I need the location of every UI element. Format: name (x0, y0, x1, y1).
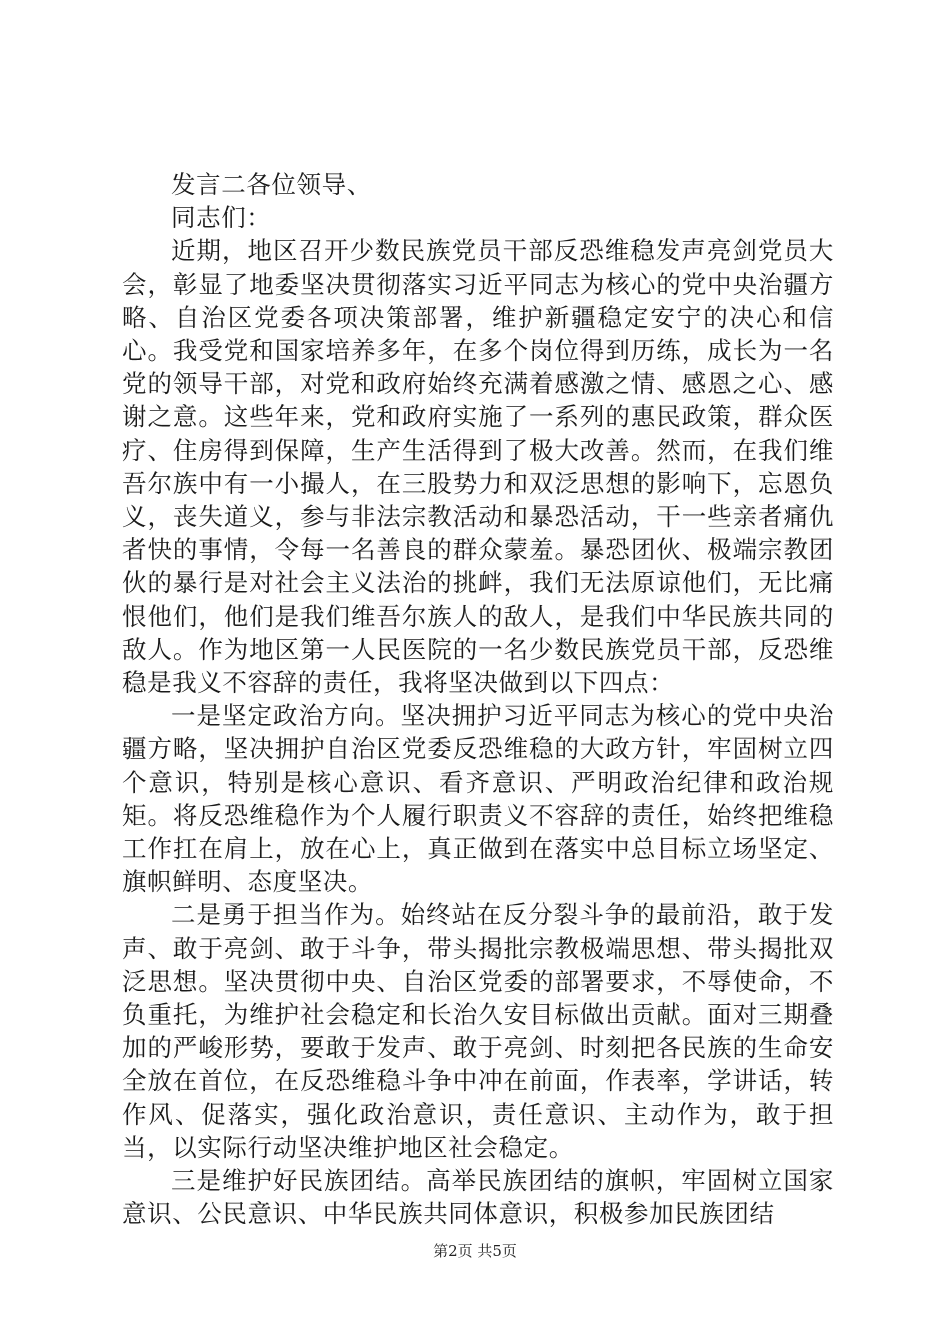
document-body (122, 168, 834, 1231)
paragraph-point-one: 一是坚定政治方向。坚决拥护习近平同志为核心的党中央治疆方略，坚决拥护自治区党委反恐维稳的大政方针，牢固树立四个意识，特别是核心意识、看齐意识、严明政治纪律和政治规矩。将反恐维稳作为个人履行职责义不容辞的责任，始终把维稳工作扛在肩上，放在心上，真正做到在落实中总目标立场坚定、旗帜鲜明、态度坚决。 (122, 701, 834, 897)
paragraph-point-three: 三是维护好民族团结。高举民族团结的旗帜，牢固树立国家意识、公民意识、中华民族共同体意识，积极参加民族团结 (122, 1166, 834, 1229)
paragraph-point-two: 二是勇于担当作为。始终站在反分裂斗争的最前沿，敢于发声、敢于亮剑、敢于斗争，带头揭批宗教极端思想、带头揭批双泛思想。坚决贯彻中央、自治区党委的部署要求，不辱使命，不负重托，为维护社会稳定和长治久安目标做出贡献。面对三期叠加的严峻形势，要敢于发声、敢于亮剑、时刻把各民族的生命安全放在首位，在反恐维稳斗争中冲在前面，作表率，学讲话，转作风、促落实，强化政治意识，责任意识、主动作为，敢于担当，以实际行动坚决维护地区社会稳定。 (122, 900, 834, 1162)
paragraph-salutation: 同志们： (171, 203, 272, 233)
paragraph-greeting: 发言二各位领导、 (171, 170, 372, 199)
paragraph-intro: 近期，地区召开少数民族党员干部反恐维稳发声亮剑党员大会，彰显了地委坚决贯彻落实习近平同志为核心的党中央治疆方略、自治区党委各项决策部署，维护新疆稳定安宁的决心和信心。我受党和国家培养多年，在多个岗位得到历练，成长为一名党的领导干部，对党和政府始终充满着感激之情、感恩之心、感谢之意。这些年来，党和政府实施了一系列的惠民政策，群众医疗、住房得到保障，生产生活得到了极大改善。然而，在我们维吾尔族中有一小撮人，在三股势力和双泛思想的影响下，忘恩负义，丧失道义，参与非法宗教活动和暴恐活动，干一些亲者痛仇者快的事情，令每一名善良的群众蒙羞。暴恐团伙、极端宗教团伙的暴行是对社会主义法治的挑衅，我们无法原谅他们，无比痛恨他们，他们是我们维吾尔族人的敌人，是我们中华民族共同的敌人。作为地区第一人民医院的一名少数民族党员干部，反恐维稳是我义不容辞的责任，我将坚决做到以下四点： (122, 236, 834, 698)
page-footer: 第2页 共5页 (433, 1242, 517, 1260)
